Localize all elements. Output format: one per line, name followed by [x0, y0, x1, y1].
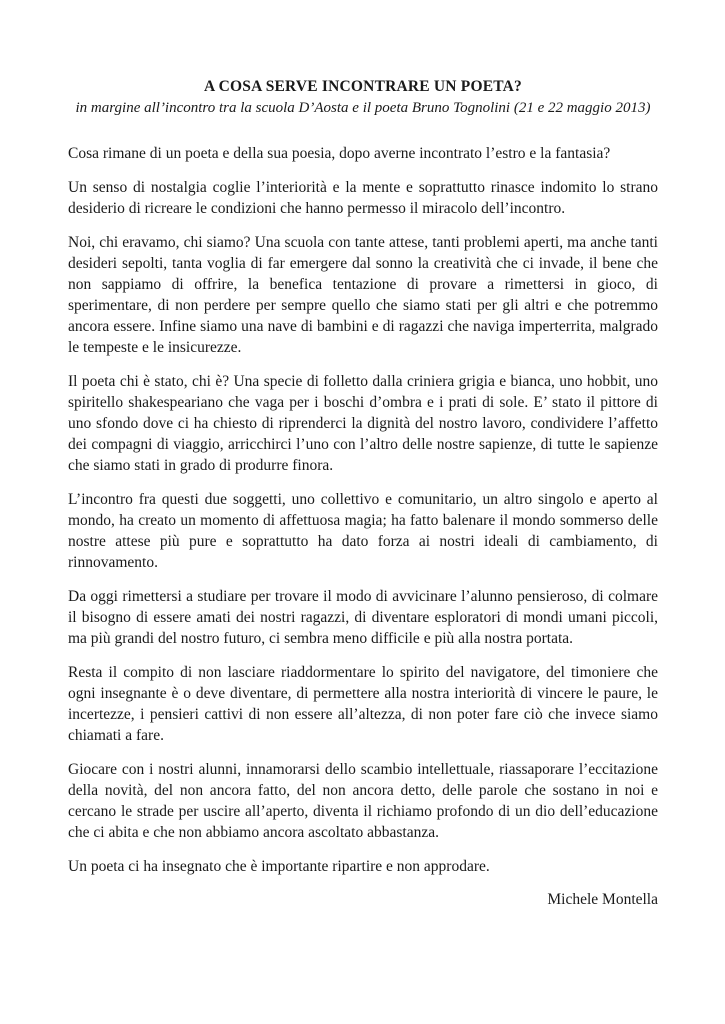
- paragraph: Un poeta ci ha insegnato che è importante ripartire e non approdare.: [68, 858, 490, 875]
- document-body: [68, 143, 658, 877]
- paragraph: Da oggi rimettersi a studiare per trovare il modo di avvicinare l’alunno pensieroso, di colmare il bisogno di essere amati dei nostri ragazzi, di diventare esploratori di mondi umani piccoli, ma più grandi del nostro futuro, ci sembra meno difficile e più alla nostra portata.: [68, 588, 658, 647]
- document-title: A COSA SERVE INCONTRARE UN POETA?: [204, 78, 522, 95]
- paragraph: Cosa rimane di un poeta e della sua poesia, dopo averne incontrato l’estro e la fantasia?: [68, 145, 611, 162]
- paragraph: Il poeta chi è stato, chi è? Una specie di folletto dalla criniera grigia e bianca, uno hobbit, uno spiritello shakespeariano che vaga per i boschi d’ombra e i prati di sole. E’ stato il pittore di uno sfondo dove ci ha chiesto di riprenderci la dignità del nostro lavoro, condividere l’affetto dei compagni di viaggio, arricchirci l’uno con l’altro delle nostre sapienze, di tutte le sapienze che siamo stati in grado di produrre finora.: [68, 373, 658, 474]
- paragraph: Un senso di nostalgia coglie l’interiorità e la mente e soprattutto rinasce indomito lo strano desiderio di ricreare le condizioni che hanno permesso il miracolo dell’incontro.: [68, 179, 658, 217]
- paragraph: Resta il compito di non lasciare riaddormentare lo spirito del navigatore, del timoniere che ogni insegnante è o deve diventare, di permettere alla nostra interiorità di vincere le paure, le incertezze, i pensieri cattivi di non essere all’altezza, di non poter fare ciò che invece siamo chiamati a fare.: [68, 664, 658, 744]
- paragraph: L’incontro fra questi due soggetti, uno collettivo e comunitario, un altro singolo e aperto al mondo, ha creato un momento di affettuosa magia; ha fatto balenare il mondo sommerso delle nostre attese più pure e soprattutto ha dato forza ai nostri ideali di cambiamento, di rinnovamento.: [68, 491, 658, 571]
- paragraph: Noi, chi eravamo, chi siamo? Una scuola con tante attese, tanti problemi aperti, ma anche tanti desideri sepolti, tanta voglia di far emergere dal sonno la creatività che ci invade, il bene che non sappiamo di offrire, la benefica tentazione di provare a rimettersi in gioco, di sperimentare, di non perdere per sempre quello che siamo stati per gli altri e che potremmo ancora essere. Infine siamo una nave di bambini e di ragazzi che naviga imperterrita, malgrado le tempeste e le insicurezze.: [68, 234, 658, 356]
- signature: Michele Montella: [547, 891, 658, 908]
- paragraph: Giocare con i nostri alunni, innamorarsi dello scambio intellettuale, riassaporare l’eccitazione della novità, del non ancora fatto, del non ancora detto, delle parole che sostano in noi e cercano le strade per uscire all’aperto, diventa il richiamo profondo di un dio dell’educazione che ci abita e che non abbiamo ancora ascoltato abbastanza.: [68, 761, 658, 841]
- document-subtitle: in margine all’incontro tra la scuola D’Aosta e il poeta Bruno Tognolini (21 e 22 maggio 2013): [75, 100, 651, 116]
